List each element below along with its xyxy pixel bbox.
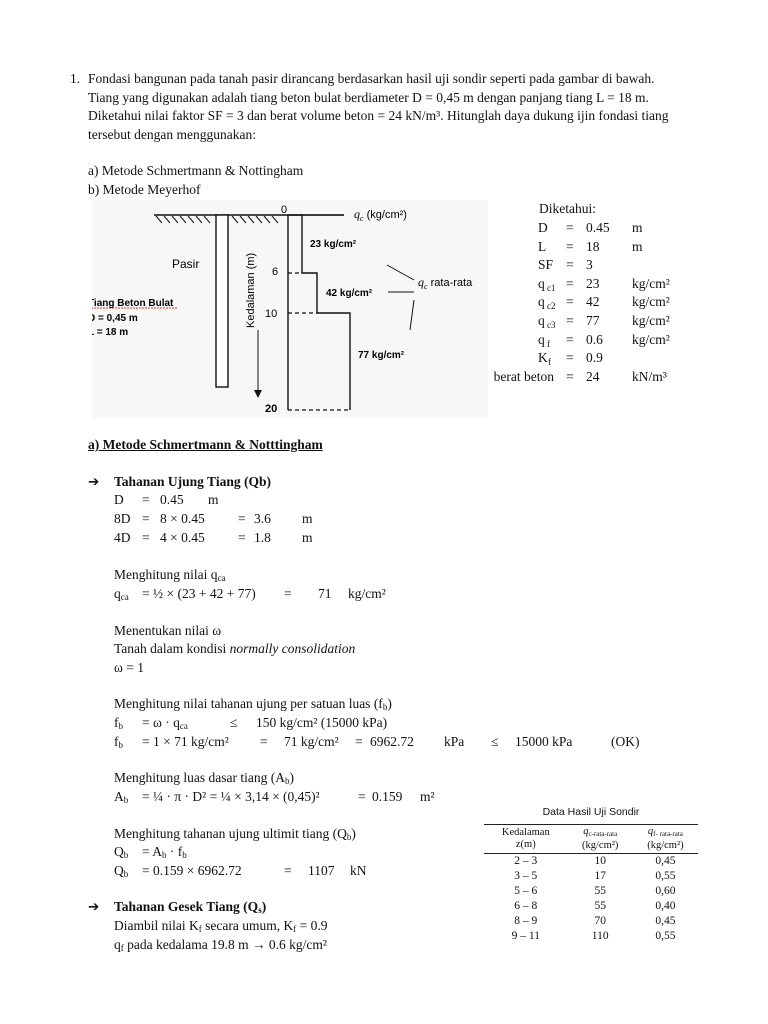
problem-line-2: Tiang yang digunakan adalah tiang beton bulat berdiameter D = 0,45 m dengan panjang tiang L = 18 m.	[88, 89, 649, 105]
table-cell: 55	[594, 900, 606, 912]
known-unit: kN/m³	[632, 368, 667, 384]
known-label: q	[538, 294, 545, 310]
known-row	[490, 219, 690, 238]
table-row	[484, 899, 698, 914]
table-cell: 9 – 11	[511, 930, 540, 942]
depth-arrow-head	[254, 390, 262, 398]
known-label-sub: c3	[547, 320, 556, 330]
arrow-icon-2: ➔	[88, 899, 100, 914]
known-equals: =	[566, 350, 574, 366]
sondir-figure	[92, 200, 488, 418]
known-unit: kg/cm²	[632, 275, 670, 291]
known-unit: m	[632, 238, 643, 254]
known-value: 3	[586, 257, 593, 273]
known-row	[490, 293, 690, 312]
table-cell: 2 – 3	[514, 855, 538, 867]
table-cell: 17	[594, 870, 606, 882]
known-row	[490, 331, 690, 350]
known-label: L	[538, 238, 547, 254]
table-cell: 0,60	[655, 885, 676, 897]
arrow-icon: ➔	[88, 474, 100, 489]
known-row	[490, 256, 690, 275]
known-value: 24	[586, 368, 600, 384]
qs-heading: Tahanan Gesek Tiang $(Q_s)$	[114, 899, 267, 915]
table-cell: 3 – 5	[514, 870, 538, 882]
known-value: 77	[586, 313, 600, 328]
col-header-qf: $q_{f- rata-rata}$ (kg/cm²)	[633, 825, 698, 854]
qc3-label: 77 kg/cm²	[358, 350, 405, 361]
known-unit: kg/cm²	[632, 294, 670, 310]
table-cell: 0,45	[655, 915, 676, 927]
table-cell: 0,55	[655, 870, 676, 882]
kf-line: Diambil nilai $K_f$ secara umum, $K_f = 0.9$	[114, 918, 328, 934]
ab-heading: Menghitung luas dasar tiang $(A_b)$	[114, 770, 294, 786]
known-label: SF	[538, 257, 554, 273]
known-equals: =	[566, 275, 574, 291]
known-unit: kg/cm²	[632, 313, 670, 328]
table-cell: 0,55	[655, 930, 676, 942]
known-value: 42	[586, 294, 600, 310]
known-value: 18	[586, 238, 600, 254]
known-value: 0.6	[586, 331, 603, 347]
known-unit: kg/cm²	[632, 331, 670, 347]
col-header-qc: $q_{c-rata-rata}$ (kg/cm²)	[568, 825, 633, 854]
table-cell: 70	[594, 915, 606, 927]
soil-label: Pasir	[172, 257, 200, 271]
pile-l-label: L = 18 m	[92, 327, 129, 338]
known-equals: =	[566, 331, 574, 347]
pile-title: Tiang Beton Bulat	[92, 298, 174, 309]
problem-statement	[88, 70, 698, 144]
qf-line: $q_f$ pada kedalama 19.8 m → 0.6 kg/cm²	[114, 937, 327, 953]
table-row	[484, 929, 698, 944]
depth-20-label: 20	[265, 403, 278, 415]
known-equals: =	[566, 238, 574, 254]
known-label: q	[538, 331, 545, 347]
known-label: berat beton	[493, 368, 554, 384]
known-equals: =	[566, 313, 574, 328]
depth-10-label: 10	[265, 308, 278, 320]
known-value: 23	[586, 275, 600, 291]
known-title: Diketahui:	[539, 201, 596, 216]
table-cell: 10	[594, 855, 606, 867]
table-body	[484, 854, 698, 945]
qb-heading: Tahanan Ujung Tiang (Qb)	[114, 474, 271, 489]
qc-avg-label: $q_c$ rata-rata	[418, 275, 473, 291]
solution-heading: a) Metode Schmertmann & Notttingham	[88, 437, 323, 452]
table-grid	[484, 824, 698, 944]
table-cell: 0,45	[655, 855, 676, 867]
known-value: 0.45	[586, 220, 610, 235]
problem-number: 1.	[70, 71, 81, 86]
known-value: 0.9	[586, 350, 603, 366]
depth-6-label: 6	[272, 266, 279, 278]
table-cell: 6 – 8	[514, 900, 538, 912]
known-label-sub: f	[547, 338, 550, 349]
table-row	[484, 869, 698, 884]
problem-line-3: Diketahui nilai faktor SF = 3 dan berat volume beton = 24 kN/m³. Hitunglah daya dukung ijin fondasi tiang	[88, 108, 669, 123]
known-row	[490, 349, 690, 368]
table-cell: 0,40	[655, 900, 676, 912]
table-row	[484, 884, 698, 899]
known-unit: m	[632, 220, 643, 235]
problem-line-4: tersebut dengan menggunakan:	[88, 126, 256, 142]
known-row	[490, 275, 690, 294]
pointer-3	[410, 300, 414, 330]
problem-line-1: Fondasi bangunan pada tanah pasir dirancang berdasarkan hasil uji sondir seperti pada gambar di bawah.	[88, 71, 655, 86]
qc2-label: 42 kg/cm²	[326, 288, 373, 299]
known-label-sub: c2	[547, 301, 556, 312]
known-label: K	[538, 350, 548, 366]
col-header-depth: Kedalaman z(m)	[484, 825, 568, 854]
table-row	[484, 854, 698, 870]
sondir-diagram	[92, 200, 488, 418]
method-a-label: a) Metode Schmertmann & Nottingham	[88, 163, 304, 178]
table-cell: 55	[594, 885, 606, 897]
method-b-label: b) Metode Meyerhof	[88, 182, 201, 197]
qca-heading: Menghitung nilai $q_{ca}$	[114, 567, 226, 583]
table-cell: 8 – 9	[514, 915, 538, 927]
table-title: Data Hasil Uji Sondir	[542, 806, 640, 818]
known-equals: =	[566, 220, 574, 235]
known-equals: =	[566, 294, 574, 310]
qc-axis-label: $q_c$ (kg/cm²)	[354, 207, 407, 223]
qbu-heading: Menghitung tahanan ujung ultimit tiang $(Q_b)$	[114, 826, 356, 842]
omega-heading: Menentukan nilai ω	[114, 623, 222, 638]
known-row	[490, 312, 690, 331]
known-row	[490, 368, 690, 387]
known-label: q	[538, 313, 545, 328]
omega-line: ω = 1	[114, 660, 144, 675]
table-row	[484, 914, 698, 929]
pile	[216, 215, 228, 387]
table-cell: 110	[591, 930, 609, 942]
table-cell: 5 – 6	[514, 885, 538, 897]
pointer-1	[387, 265, 414, 280]
omega-condition: Tanah dalam kondisi normally consolidation	[114, 641, 356, 656]
depth-axis-label: Kedalaman (m)	[245, 252, 257, 328]
fb-heading: Menghitung nilai tahanan ujung per satuan luas $(f_b)$	[114, 696, 392, 712]
qc1-label: 23 kg/cm²	[310, 239, 357, 250]
pile-d-label: D = 0,45 m	[92, 313, 138, 324]
known-label: q	[538, 275, 545, 291]
depth-0-label: 0	[281, 204, 288, 216]
known-label-sub: c1	[547, 282, 556, 293]
sondir-data-table	[484, 806, 698, 956]
known-equals: =	[566, 368, 574, 384]
known-equals: =	[566, 257, 574, 273]
known-label-sub: f	[548, 357, 551, 368]
known-label: D	[538, 220, 548, 235]
known-row	[490, 238, 690, 257]
